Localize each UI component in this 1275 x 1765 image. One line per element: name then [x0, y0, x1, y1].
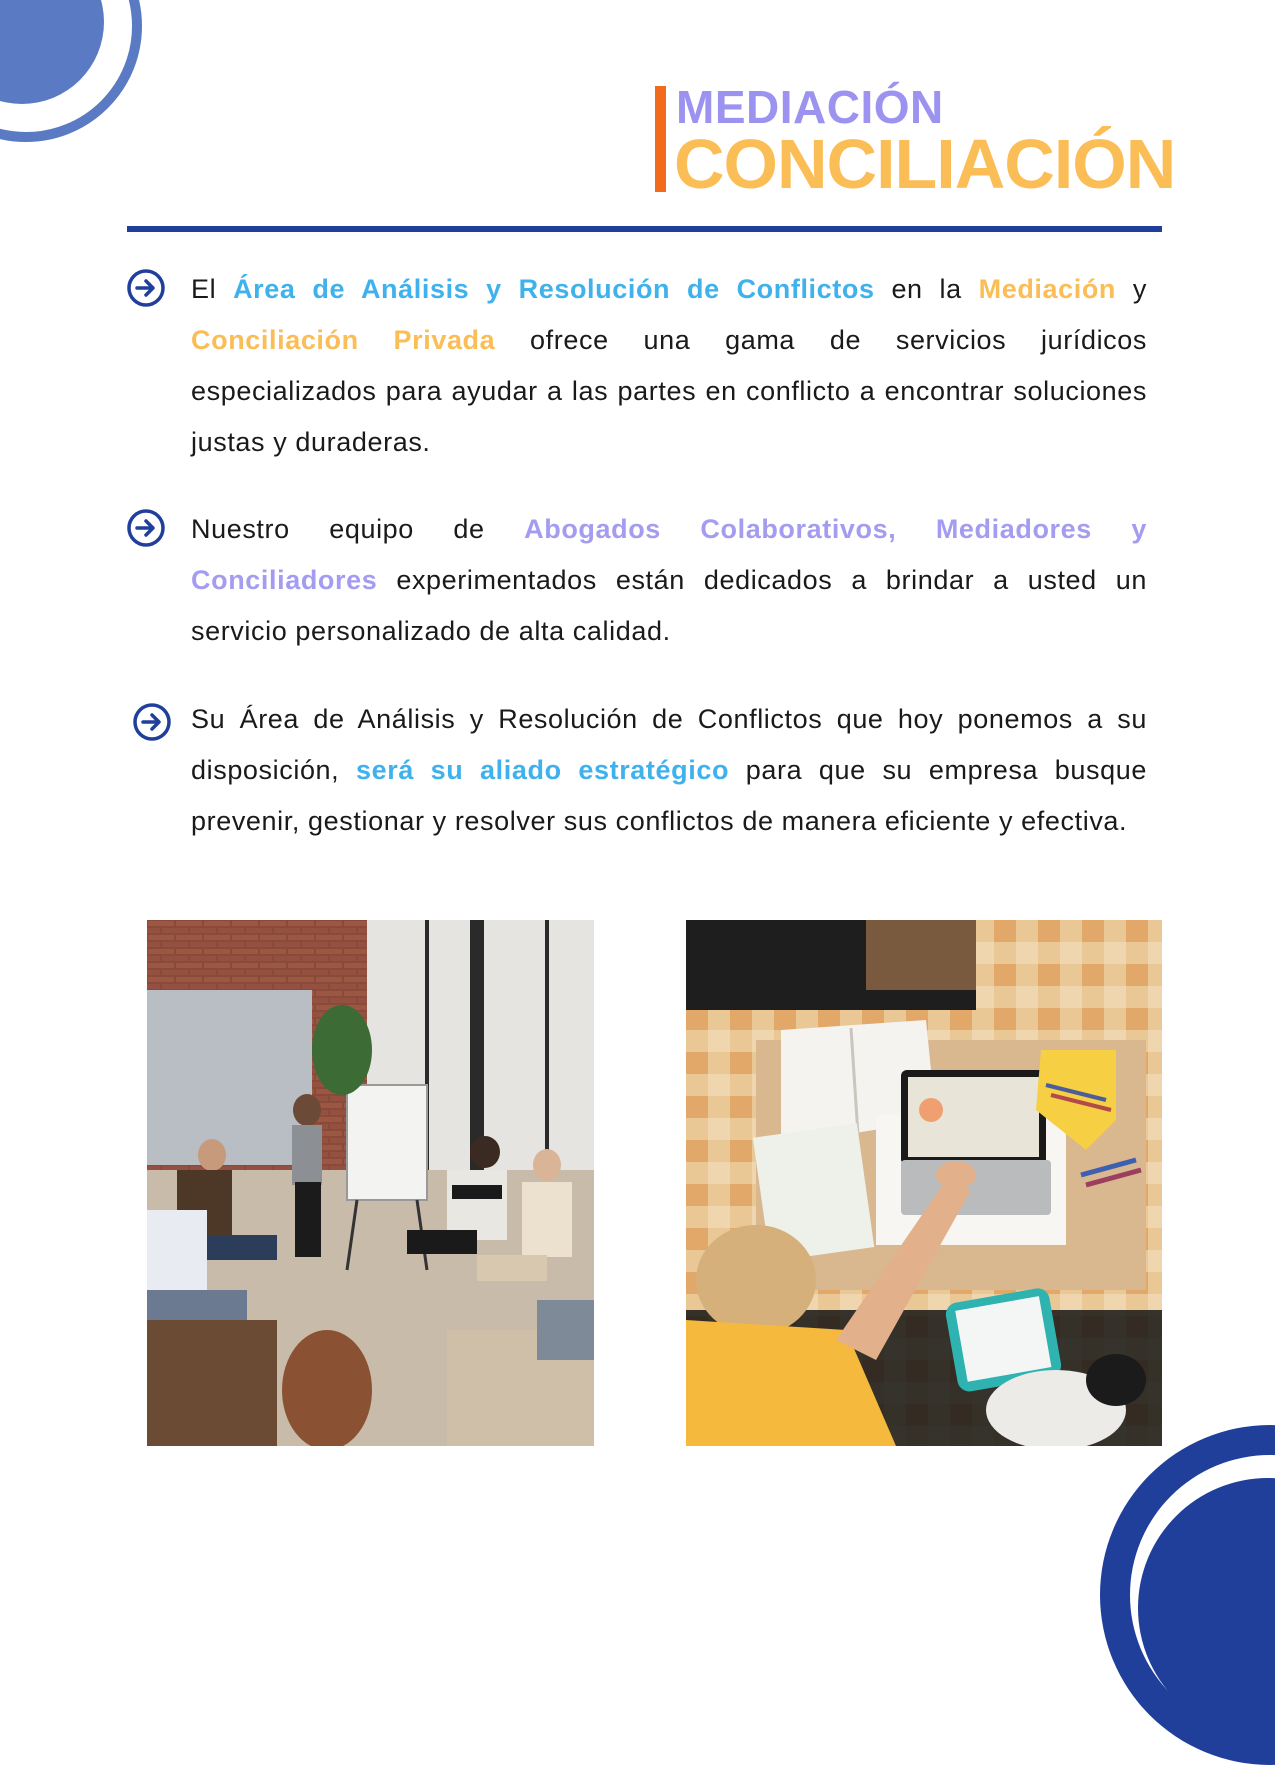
text-span: El	[191, 274, 234, 304]
photo-students-studying	[686, 920, 1162, 1446]
text-span: experimentados están dedicados a brindar a usted un servicio personalizado de alta calidad.	[191, 565, 1147, 646]
highlight-aliado: será su aliado estratégico	[355, 755, 730, 785]
arrow-circle-right-icon	[132, 702, 172, 742]
text-span: ofrece una gama de servicios jurídicos especializados para ayudar a las partes en conflicto a encontrar soluciones justas y duraderas.	[191, 325, 1147, 457]
text-span: y	[1116, 274, 1147, 304]
text-span: en la	[874, 274, 979, 304]
highlight-area: Área de Análisis y Resolución de Conflictos	[233, 274, 875, 304]
highlight-conciliacion-privada: Conciliación Privada	[191, 325, 496, 355]
paragraph-ally	[191, 694, 1147, 847]
title-mediacion: MEDIACIÓN	[676, 81, 944, 133]
highlight-mediacion: Mediación	[978, 274, 1117, 304]
text-span: Nuestro equipo de	[191, 514, 525, 544]
highlight-abogados: Abogados Colaborativos, Mediadores y Conciliadores	[191, 514, 1147, 595]
arrow-circle-right-icon	[126, 508, 166, 548]
text-span: para que su empresa busque prevenir, gestionar y resolver sus conflictos de manera eficiente y efectiva.	[191, 755, 1147, 836]
paragraph-intro	[191, 264, 1147, 468]
text-span: Su Área de Análisis y Resolución de Conflictos que hoy ponemos a su disposición,	[191, 704, 1147, 785]
photo-group-meeting	[147, 920, 594, 1446]
paragraph-team	[191, 504, 1147, 657]
title-accent-bar	[655, 86, 666, 192]
title-conciliacion: CONCILIACIÓN	[674, 125, 1176, 203]
header-divider	[127, 226, 1162, 232]
arrow-circle-right-icon	[126, 268, 166, 308]
